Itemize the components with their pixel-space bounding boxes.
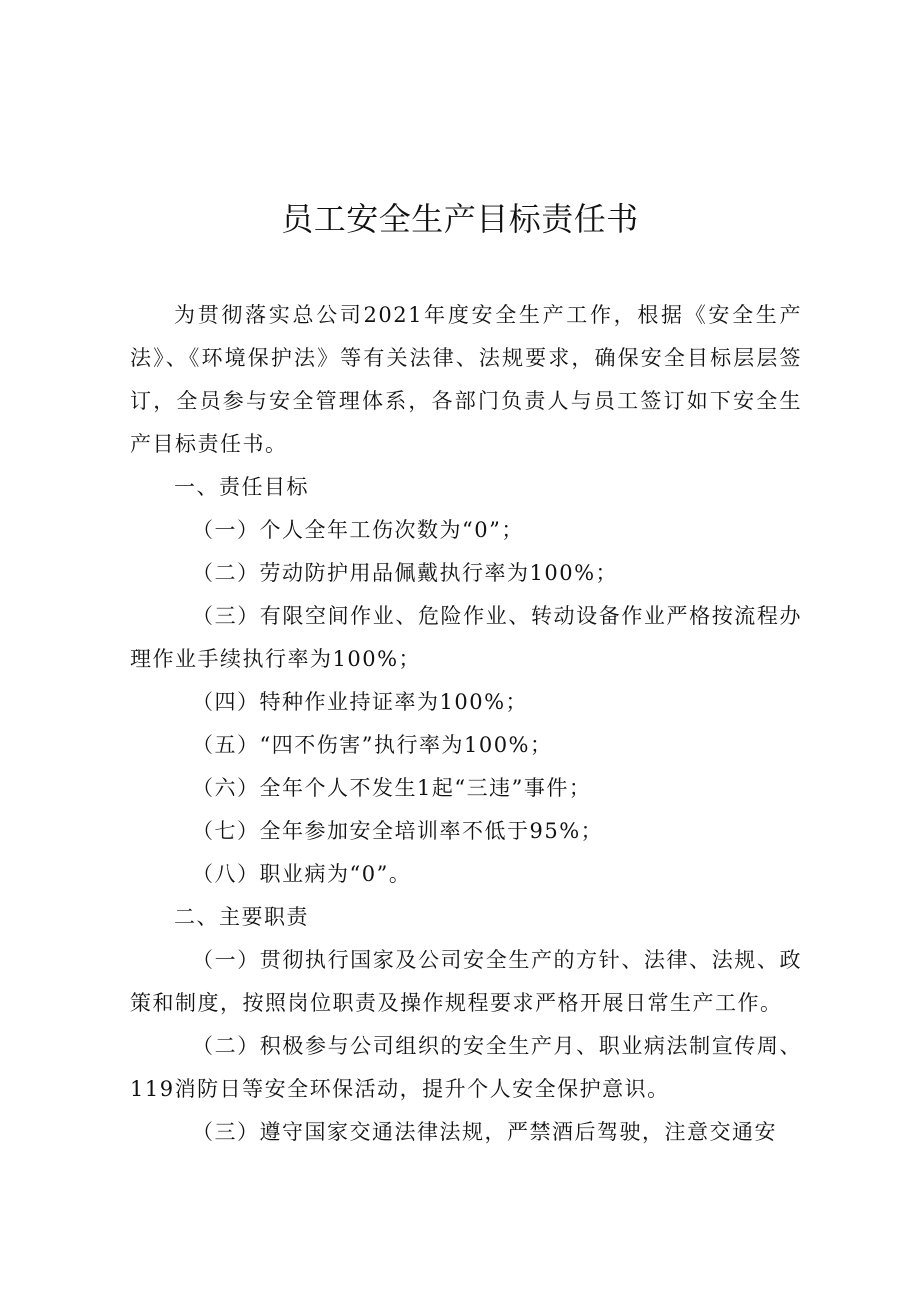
duty-item-1: （一）贯彻执行国家及公司安全生产的方针、法律、法规、政策和制度，按照岗位职责及操作规程要求严格开展日常生产工作。 (130, 948, 802, 1015)
section-heading-duties: 二、主要职责 (174, 905, 309, 929)
duty-item-3: （三）遵守国家交通法律法规，严禁酒后驾驶，注意交通安 (192, 1120, 777, 1144)
goal-item-2: （二）劳动防护用品佩戴执行率为100%； (192, 561, 619, 585)
goal-item-7: （七）全年参加安全培训率不低于95%； (192, 819, 604, 843)
goal-item-8: （八）职业病为“0”。 (192, 862, 412, 886)
goal-item-4: （四）特种作业持证率为100%； (192, 690, 529, 714)
section-heading-goals: 一、责任目标 (174, 475, 309, 499)
goal-item-3: （三）有限空间作业、危险作业、转动设备作业严格按流程办理作业手续执行率为100%； (130, 604, 802, 671)
intro-paragraph: 为贯彻落实总公司2021年度安全生产工作，根据《安全生产法》、《环境保护法》等有关法律、法规要求，确保安全目标层层签订，全员参与安全管理体系，各部门负责人与员工签订如下安全生产目标责任书。 (130, 303, 802, 456)
document-title: 员工安全生产目标责任书 (281, 200, 639, 238)
duty-item-2: （二）积极参与公司组织的安全生产月、职业病法制宣传周、119消防日等安全环保活动，提升个人安全保护意识。 (130, 1034, 802, 1101)
goal-item-1: （一）个人全年工伤次数为“0”； (192, 518, 524, 542)
goal-item-5: （五）“四不伤害”执行率为100%； (192, 733, 553, 757)
goal-item-6: （六）全年个人不发生1起“三违”事件； (192, 776, 592, 800)
document-body (130, 294, 802, 1154)
